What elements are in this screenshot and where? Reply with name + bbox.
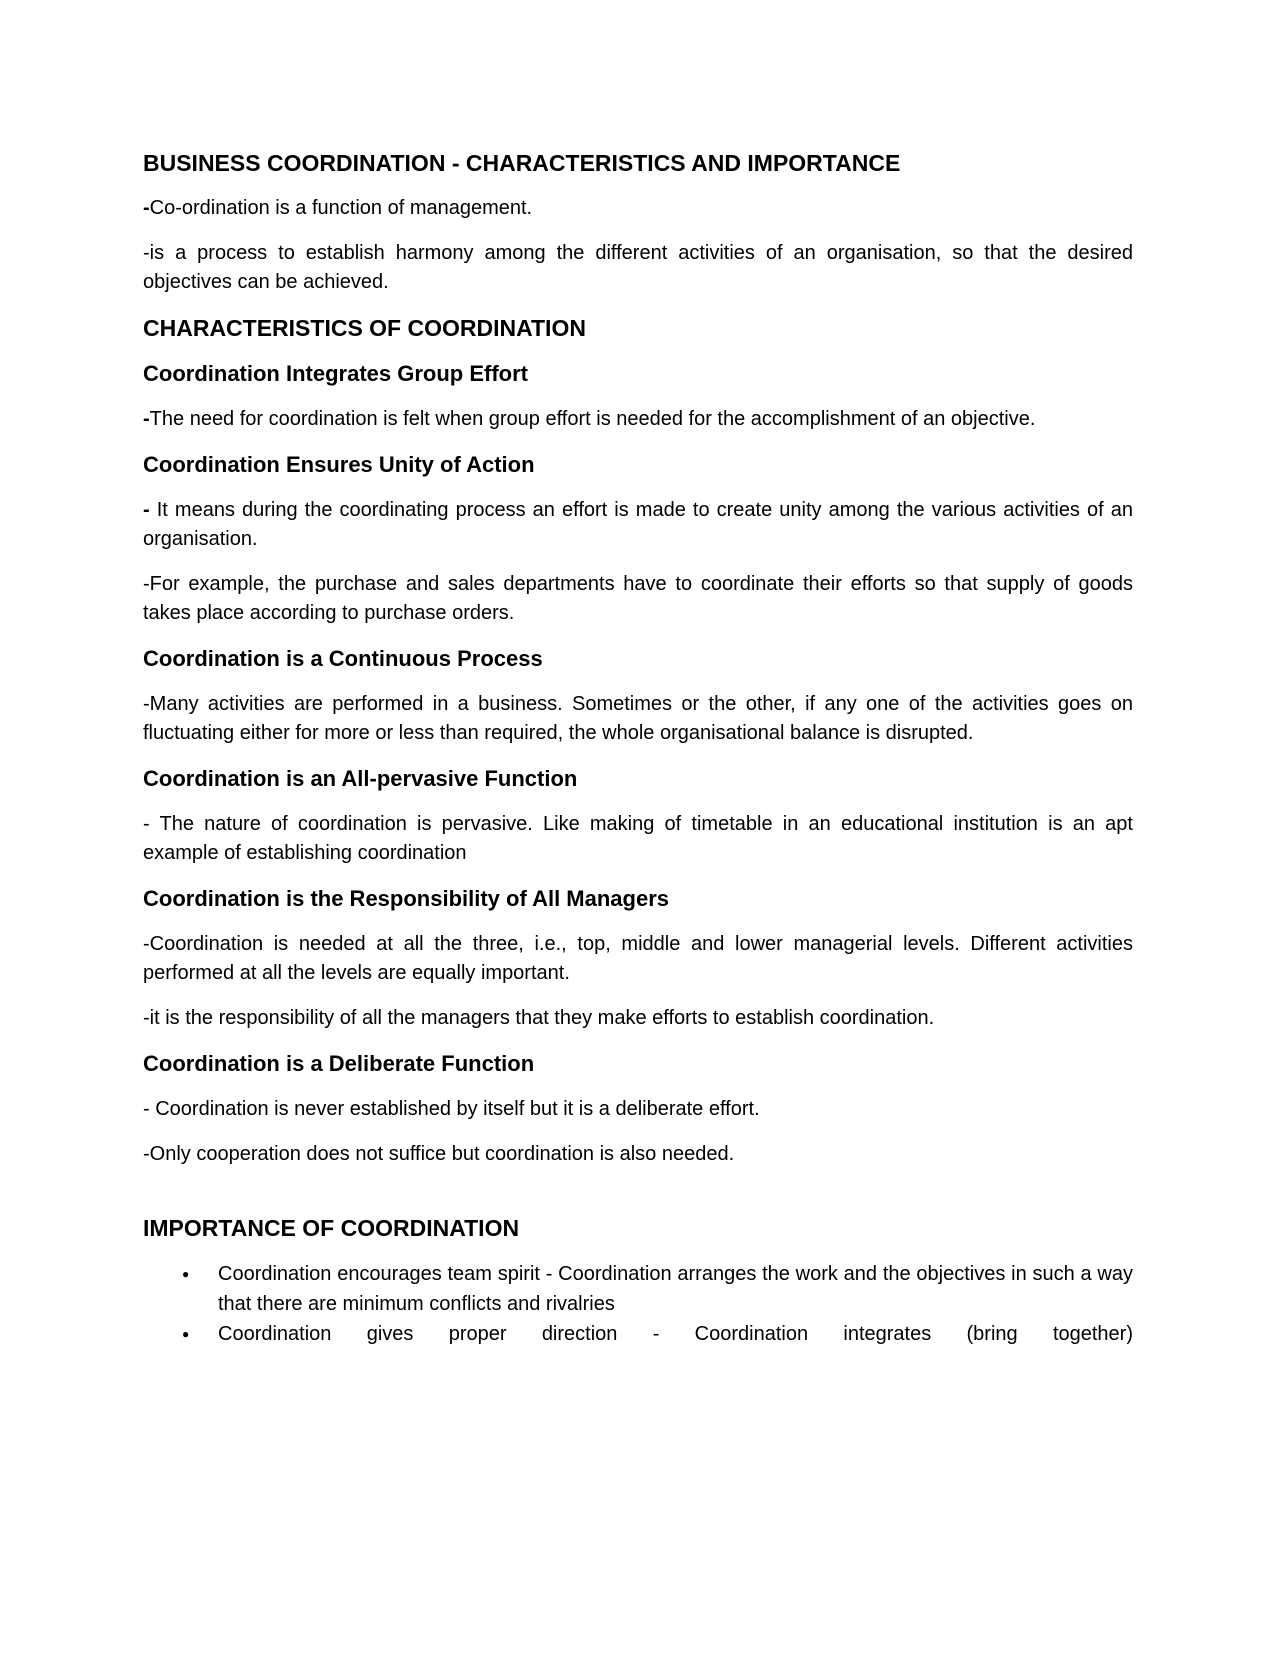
- paragraph-text: Co-ordination is a function of management.: [149, 197, 533, 219]
- list-item-text: Coordination gives proper direction - Coordination integrates (bring together): [218, 1323, 1133, 1345]
- bullet-icon: ●: [182, 1267, 190, 1281]
- paragraph: -is a process to establish harmony among the different activities of an organisation, so that the desired objectives can be achieved.: [143, 242, 1133, 293]
- paragraph: -For example, the purchase and sales departments have to coordinate their efforts so that supply of goods takes place according to purchase orders.: [143, 573, 1133, 624]
- section-heading: IMPORTANCE OF COORDINATION: [143, 1215, 520, 1241]
- paragraph: [143, 405, 1133, 434]
- paragraph: [143, 496, 1133, 554]
- bold-dash: -: [143, 408, 150, 430]
- list-item: [182, 1259, 1133, 1319]
- paragraph: -Coordination is needed at all the three, i.e., top, middle and lower managerial levels. Different activities performed at all the levels are equally important.: [143, 933, 1133, 984]
- importance-list: [143, 1259, 1133, 1349]
- bullet-icon: ●: [182, 1327, 190, 1341]
- paragraph: - The nature of coordination is pervasive. Like making of timetable in an educational institution is an apt example of establishing coordination: [143, 813, 1133, 864]
- section-heading: CHARACTERISTICS OF COORDINATION: [143, 315, 586, 341]
- sub-heading: Coordination is a Deliberate Function: [143, 1051, 535, 1076]
- sub-heading: Coordination is the Responsibility of All Managers: [143, 886, 670, 911]
- list-item: [182, 1319, 1133, 1349]
- list-item-text: Coordination encourages team spirit - Coordination arranges the work and the objectives in such a way that there are minimum conflicts and rivalries: [218, 1263, 1133, 1315]
- sub-heading: Coordination is a Continuous Process: [143, 646, 543, 671]
- bold-dash: -: [143, 197, 150, 219]
- sub-heading: Coordination Ensures Unity of Action: [143, 452, 535, 477]
- paragraph: -Many activities are performed in a business. Sometimes or the other, if any one of the activities goes on fluctuating either for more or less than required, the whole organisational balance is disrupted.: [143, 693, 1133, 744]
- sub-heading: Coordination Integrates Group Effort: [143, 361, 528, 386]
- bold-dash: -: [143, 499, 157, 521]
- paragraph: -Only cooperation does not suffice but coordination is also needed.: [143, 1143, 735, 1165]
- paragraph-text: The need for coordination is felt when group effort is needed for the accomplishment of an objective.: [149, 408, 1036, 430]
- paragraph: - Coordination is never established by itself but it is a deliberate effort.: [143, 1098, 760, 1120]
- paragraph: [143, 194, 1133, 223]
- paragraph: -it is the responsibility of all the managers that they make efforts to establish coordination.: [143, 1007, 935, 1029]
- paragraph-text: It means during the coordinating process an effort is made to create unity among the various activities of an organisation.: [143, 499, 1133, 550]
- doc-title: BUSINESS COORDINATION - CHARACTERISTICS AND IMPORTANCE: [143, 150, 901, 176]
- sub-heading: Coordination is an All-pervasive Function: [143, 766, 578, 791]
